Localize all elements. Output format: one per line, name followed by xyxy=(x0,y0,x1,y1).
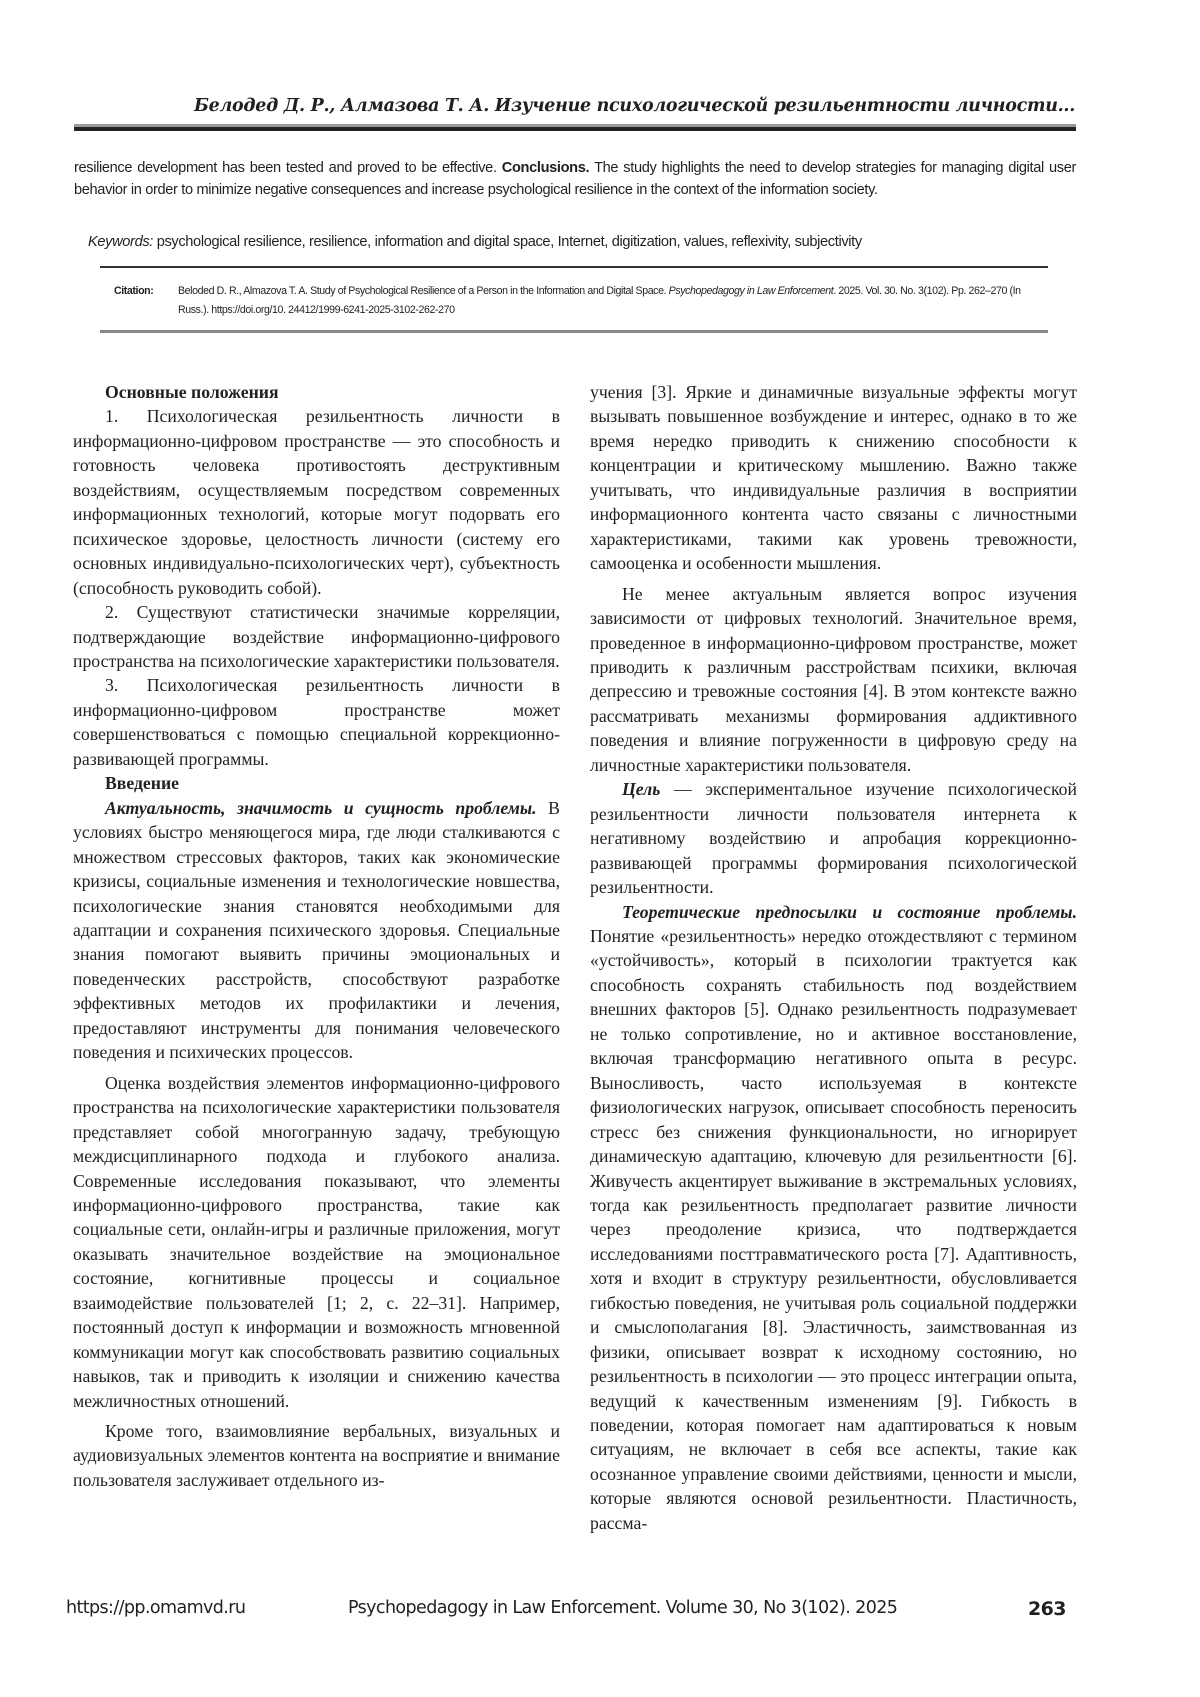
citation-box xyxy=(100,266,1048,333)
keywords-text: psychological resilience, resilience, information and digital space, Internet, digitization, values, reflexivity, subjectivity xyxy=(153,234,862,250)
paragraph-text: — экспериментальное изучение психологической резильентности личности пользователя интернета к негативному воздействию и апробация коррекционно-развивающей программы формирования психологической резильентности. xyxy=(590,779,1077,897)
footer-journal: Psychopedagogy in Law Enforcement. Volume 30, No 3(102). 2025 xyxy=(348,1598,897,1618)
header-rule-dark xyxy=(74,127,1076,131)
paragraph-text: Понятие «резильентность» нередко отождествляют с термином «устойчивость», который в психологии трактуется как способность сохранять стабильность под воздействием внешних факторов [5]. Однако резильентность подразумевает не только сопротивление, но и активное восстановление, включая трансформацию негативного опыта в ресурс. Выносливость, часто используемая в контексте физиологических нагрузок, описывает способность переносить стресс без снижения функциональности, но игнорирует динамическую адаптацию, ключевую для резильентности [6]. Живучесть акцентирует выживание в экстремальных условиях, тогда как резильентность предполагает развитие личности через преодоление кризиса, что подтверждается исследованиями посттравматического роста [7]. Адаптивность, хотя и входит в структуру резильентности, обусловливается гибкостью поведения, не учитывая роль социальной поддержки и смыслополагания [8]. Эластичность, заимствованная из физики, описывает возврат к исходному состоянию, но резильентность в психологии — это процесс интеграции опыта, ведущий к качественным изменениям [9]. Гибкость в поведении, которая помогает нам адаптироваться к новым ситуациям, не включает в себя все аспекты, такие как осознанное управление своими действиями, ценности и мысли, которые являются основой резильентности. Пластичность, рассма- xyxy=(590,926,1077,1533)
paragraph: 3. Психологическая резильентность личности в информационно-цифровом пространстве может совершенствоваться с помощью специальной коррекционно-развивающей программы. xyxy=(73,673,560,771)
paragraph-text: В условиях быстро меняющегося мира, где люди сталкиваются с множеством стрессовых факторов, таких как экономические кризисы, социальные изменения и технологические новшества, психологические знания становятся необходимыми для адаптации и сохранения психического здоровья. Специальные знания помогают выявить причины эмоциональных и поведенческих расстройств, способствуют разработке эффективных методов их профилактики и лечения, предоставляют инструменты для понимания человеческого поведения и психических процессов. xyxy=(73,798,560,1063)
paragraph: Кроме того, взаимовлияние вербальных, визуальных и аудиовизуальных элементов контента на восприятие и внимание пользователя заслуживает отдельного из- xyxy=(73,1419,560,1492)
paragraph: 1. Психологическая резильентность личности в информационно-цифровом пространстве — это способность и готовность человека противостоять деструктивным воздействиям, осуществляемым посредством современных информационных технологий, которые могут подорвать его психическое здоровье, целостность личности (систему его основных индивидуально-психологических черт), субъектность (способность руководить собой). xyxy=(73,404,560,600)
conclusions-label: Conclusions. xyxy=(502,160,589,176)
abstract-text: resilience development has been tested and proved to be effective. xyxy=(74,160,502,176)
citation-authors-title: Beloded D. R., Almazova T. A. Study of Psychological Resilience of a Person in the Information and Digital Space. xyxy=(178,285,669,297)
paragraph: Не менее актуальным является вопрос изучения зависимости от цифровых технологий. Значительное время, проведенное в информационно-цифровом пространстве, может приводить к различным расстройствам психики, включая депрессию и тревожные состояния [4]. В этом контексте важно рассматривать механизмы формирования аддиктивного поведения и влияние погруженности в цифровую среду на личностные характеристики пользователя. xyxy=(590,582,1077,778)
left-column xyxy=(73,380,560,1492)
paragraph-lead: Цель xyxy=(622,779,660,799)
keywords xyxy=(88,234,1078,250)
paragraph xyxy=(590,777,1077,899)
citation-details[interactable]: . 2025. Vol. 30. No. 3(102). Pp. 262–270 (In Russ.). https://doi.org/10. 24412/1999-6241-2025-3102-262-270 xyxy=(178,285,1021,316)
paragraph: учения [3]. Яркие и динамичные визуальные эффекты могут вызывать повышенное возбуждение и интерес, однако в то же время нередко приводить к снижению способности к концентрации и критическому мышлению. Важно также учитывать, что индивидуальные различия в восприятии информационного контента часто связаны с личностными характеристиками, такими как уровень тревожности, самооценка и особенности мышления. xyxy=(590,380,1077,576)
paragraph-lead: Теоретические предпосылки и состояние проблемы. xyxy=(622,902,1077,922)
paragraph-lead: Актуальность, значимость и сущность проблемы. xyxy=(105,798,537,818)
abstract-conclusions-text: The study highlights the need to develop strategies for managing digital user behavior in order to minimize negative consequences and increase psychological resilience in the context of the information society. xyxy=(74,160,1076,198)
citation-journal: Psychopedagogy in Law Enforcement xyxy=(669,285,834,297)
paragraph xyxy=(73,796,560,1065)
paragraph xyxy=(590,900,1077,1536)
footer-url[interactable]: https://pp.omamvd.ru xyxy=(66,1598,245,1618)
citation-text xyxy=(178,282,1048,320)
abstract-end xyxy=(74,158,1076,201)
section-heading-introduction: Введение xyxy=(73,771,560,795)
section-heading-main-points: Основные положения xyxy=(73,380,560,404)
right-column xyxy=(590,380,1077,1535)
citation-label: Citation: xyxy=(100,282,178,320)
page-number: 263 xyxy=(1028,1598,1066,1620)
keywords-label: Keywords: xyxy=(88,234,153,250)
paragraph: Оценка воздействия элементов информационно-цифрового пространства на психологические характеристики пользователя представляет собой многогранную задачу, требующую междисциплинарного подхода и глубокого анализа. Современные исследования показывают, что элементы информационно-цифрового пространства, такие как социальные сети, онлайн-игры и различные приложения, могут оказывать значительное воздействие на эмоциональное состояние, когнитивные процессы и социальное взаимодействие пользователей [1; 2, с. 22–31]. Например, постоянный доступ к информации и возможность мгновенной коммуникации могут как способствовать развитию социальных навыков, так и приводить к изоляции и снижению качества межличностных отношений. xyxy=(73,1071,560,1413)
running-header: Белодед Д. Р., Алмазова Т. А. Изучение психологической резильентности личности... xyxy=(125,96,1075,116)
paragraph: 2. Существуют статистически значимые корреляции, подтверждающие воздействие информационно-цифрового пространства на психологические характеристики пользователя. xyxy=(73,600,560,673)
